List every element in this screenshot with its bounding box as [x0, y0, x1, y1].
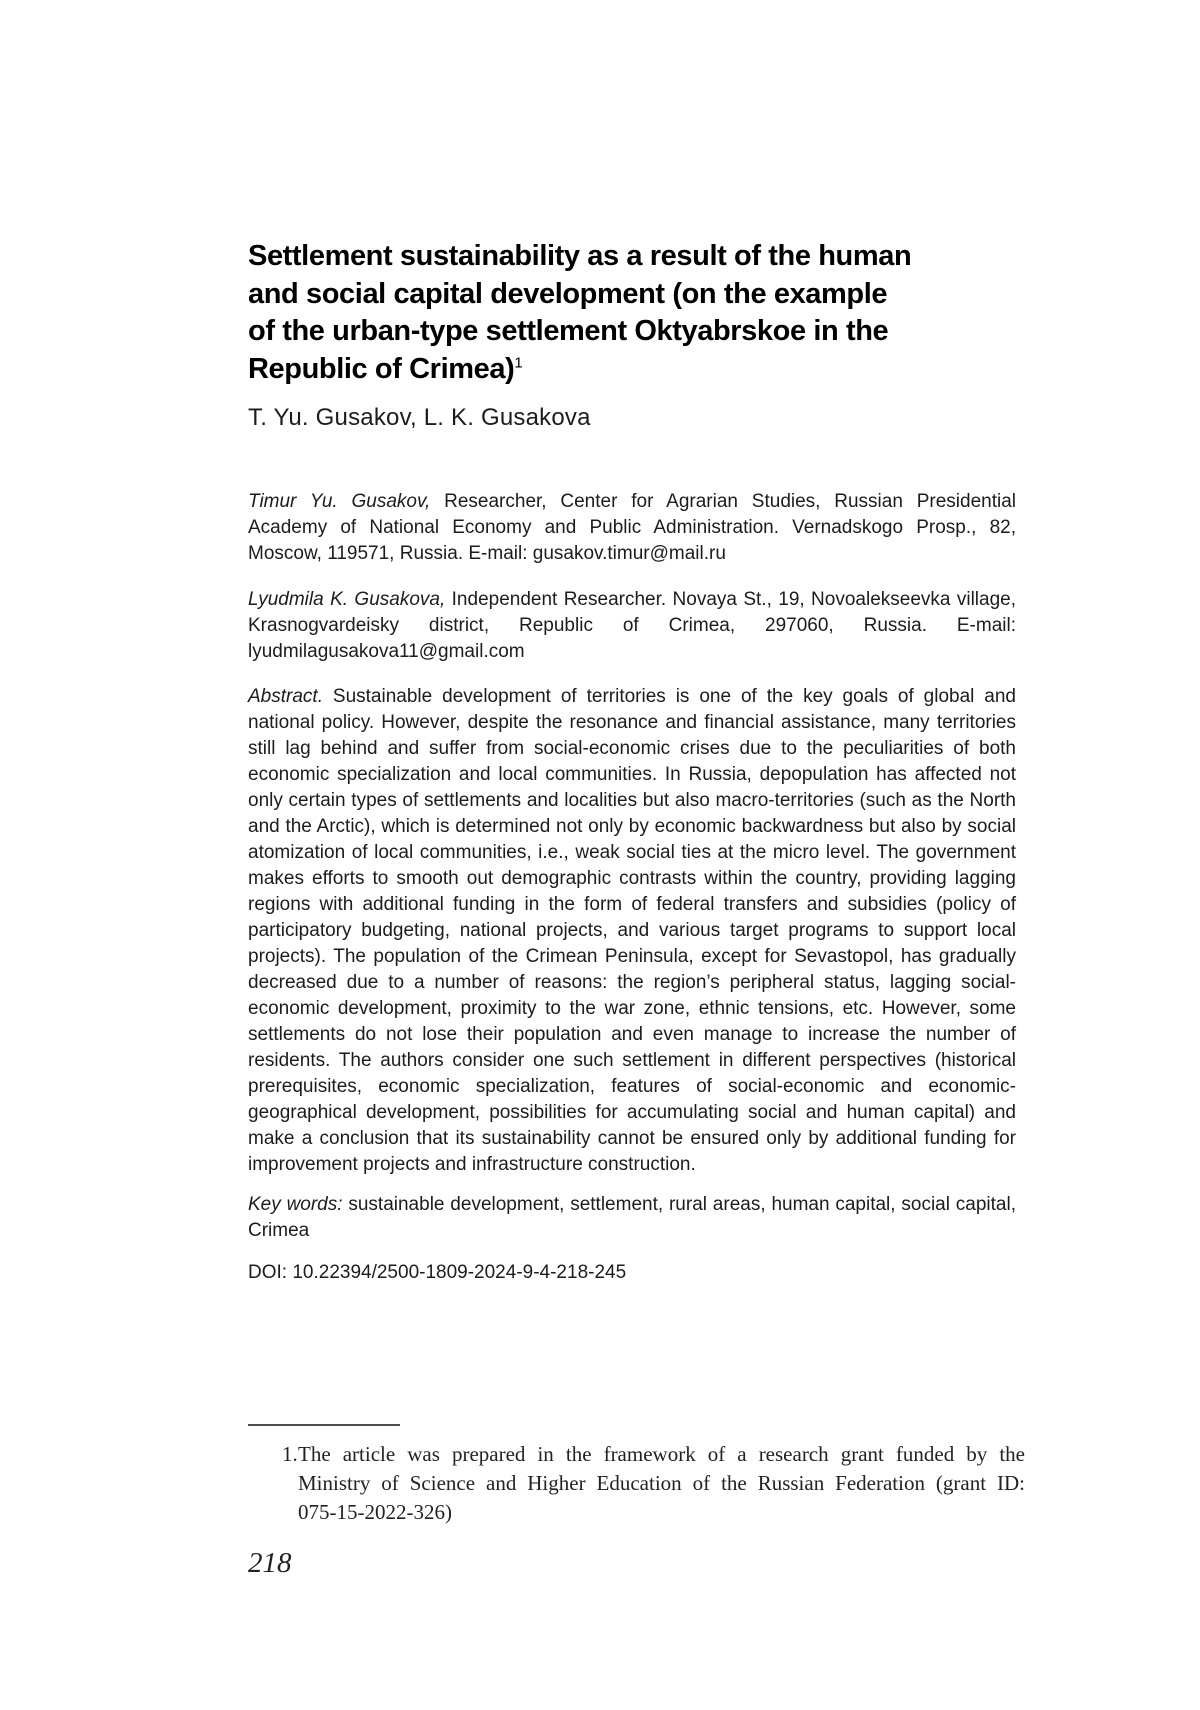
article-title-line-4 [248, 351, 1016, 389]
keywords-label: Key words: [248, 1194, 343, 1215]
affiliation-gusakova [248, 587, 1016, 665]
article-content-column [248, 238, 1016, 1305]
keywords-paragraph [248, 1192, 1016, 1244]
article-title-line-4-text: Republic of Crimea) [248, 352, 515, 385]
abstract-text: Sustainable development of territories is one of the key goals of global and national policy. However, despite the resonance and financial assistance, many territories still lag behind and suffer from social-economic crises due to the peculiarities of both economic specialization and local communities. In Russia, depopulation has affected not only certain types of settlements and localities but also macro-territories (such as the North and the Arctic), which is determined not only by economic backwardness but also by social atomization of local communities, i.e., weak social ties at the micro level. The government makes efforts to smooth out demographic contrasts within the country, providing lagging regions with additional funding in the form of federal transfers and subsidies (policy of participatory budgeting, national projects, and various target programs to support local projects). The population of the Crimean Peninsula, except for Sevastopol, has gradually decreased due to a number of reasons: the region’s peripheral status, lagging social-economic development, proximity to the war zone, ethnic tensions, etc. However, some settlements do not lose their population and even manage to increase the number of residents. The authors consider one such settlement in different perspectives (historical prerequisites, economic specialization, features of social-economic and economic-geographical development, possibilities for accumulating social and human capital) and make a conclusion that its sustainability cannot be ensured only by additional funding for improvement projects and infrastructure construction. [248, 686, 1016, 1175]
authors-line: T. Yu. Gusakov, L. K. Gusakova [248, 404, 591, 431]
footnote-marker: 1 [514, 353, 523, 371]
article-title-line-3: of the urban-type settlement Oktyabrskoe in the [248, 315, 889, 347]
affiliation-gusakova-name: Lyudmila K. Gusakova, [248, 589, 446, 610]
article-title-line-2: and social capital development (on the example [248, 277, 888, 310]
affiliation-gusakov-details: Researcher, Center for Agrarian Studies, Russian Presidential Academy of National Economy and Public Administration. Vernadskogo Prosp., 82, Moscow, 119571, Russia. E-mail: gusakov.timur@mail.ru [248, 491, 1016, 564]
footnote-1 [282, 1440, 1025, 1527]
abstract-paragraph [248, 684, 1016, 1178]
affiliation-gusakov-name: Timur Yu. Gusakov, [248, 491, 431, 512]
keywords-text: sustainable development, settlement, rural areas, human capital, social capital, Crimea [248, 1194, 1016, 1241]
footnote-text: The article was prepared in the framework of a research grant funded by the Ministry of Science and Higher Education of the Russian Federation (grant ID: 075-15-2022-326) [298, 1442, 1025, 1524]
footnote-rule [248, 1424, 400, 1426]
doi-line: DOI: 10.22394/2500-1809-2024-9-4-218-245 [248, 1262, 627, 1283]
affiliation-gusakov [248, 489, 1016, 567]
page-number: 218 [248, 1547, 292, 1579]
affiliation-gusakova-details: Independent Researcher. Novaya St., 19, Novoalekseevka village, Krasnogvardeisky district, Republic of Crimea, 297060, Russia. E-mail: lyudmilagusakova11@gmail.com [248, 589, 1017, 662]
article-title-line-1: Settlement sustainability as a result of the human [248, 240, 912, 272]
article-title [248, 238, 1016, 388]
footnote-number: 1. [282, 1442, 298, 1466]
abstract-label: Abstract. [248, 686, 323, 707]
